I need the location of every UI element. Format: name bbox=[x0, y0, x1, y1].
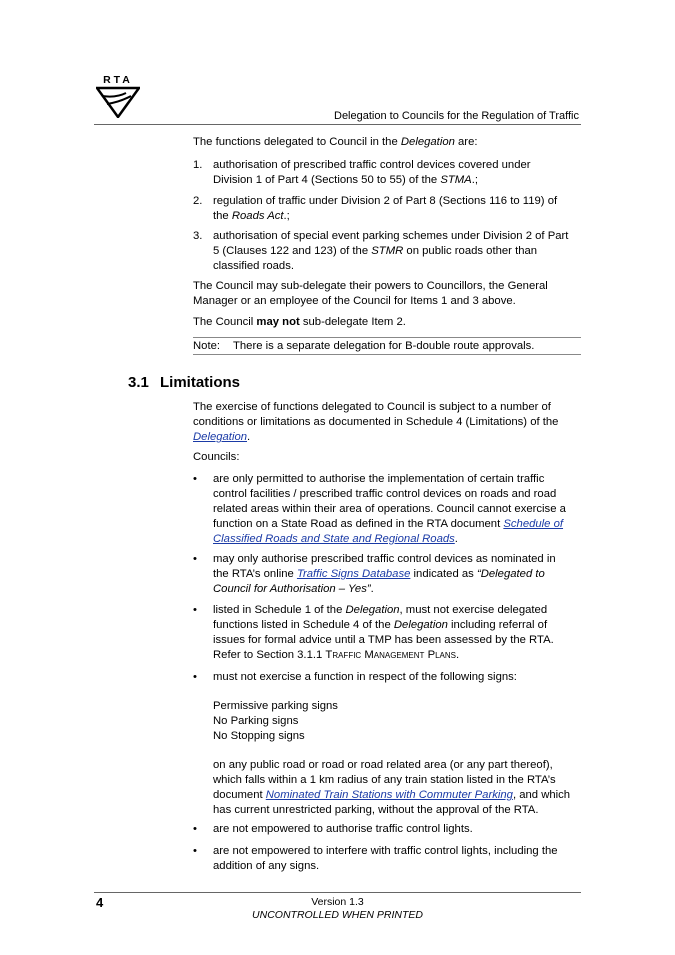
bullet-item-5: • are not empowered to authorise traffic control lights. bbox=[193, 823, 473, 835]
list-number: 1. bbox=[193, 159, 203, 171]
sign-type: No Stopping signs bbox=[213, 730, 305, 742]
sign-type: Permissive parking signs bbox=[213, 700, 338, 712]
numbered-item-1: 1. authorisation of prescribed traffic control devices covered under Division 1 of Part 4 (Sections 50 to 55) of the STMA.; bbox=[193, 159, 531, 186]
header-title: Delegation to Councils for the Regulation of Traffic bbox=[334, 110, 579, 122]
nominated-train-stations-link[interactable]: Nominated Train Stations with Commuter Parking bbox=[265, 789, 513, 801]
bullet-icon: • bbox=[193, 671, 197, 683]
section-heading: 3.1 Limitations bbox=[128, 374, 241, 391]
uncontrolled-notice: UNCONTROLLED WHEN PRINTED bbox=[252, 909, 423, 921]
bullet-icon: • bbox=[193, 823, 197, 835]
delegation-link[interactable]: Delegation bbox=[193, 431, 248, 443]
bullet-icon: • bbox=[193, 604, 197, 616]
bullet-icon: • bbox=[193, 845, 197, 857]
bullet-item-6: • are not empowered to interfere with traffic control lights, including the addition of any signs. bbox=[193, 845, 558, 872]
note-box bbox=[193, 337, 581, 355]
schedule-classified-roads-link-cont[interactable]: Classified Roads and State and Regional Roads bbox=[213, 533, 455, 545]
intro-paragraph: The functions delegated to Council in the Delegation are: bbox=[193, 136, 478, 148]
numbered-item-2: 2. regulation of traffic under Division 2 of Part 8 (Sections 116 to 119) of the Roads Act.; bbox=[193, 195, 558, 222]
bullet-item-1: • are only permitted to authorise the implementation of certain traffic control facilities / prescribed traffic control devices on roads and road related areas within their area of operations. Council cannot exercise a function on a State Road as defined in the RTA document Schedule of Classified Roads and State and Regional Roads. bbox=[193, 473, 566, 545]
rta-emblem-icon bbox=[96, 86, 140, 118]
footer-divider bbox=[94, 892, 581, 893]
bullet-icon: • bbox=[193, 473, 197, 485]
header-divider bbox=[94, 124, 581, 125]
page-number: 4 bbox=[96, 895, 104, 910]
note-label: Note: bbox=[193, 340, 221, 352]
bullet-item-2: • may only authorise prescribed traffic control devices as nominated in the RTA’s online Traffic Signs Database indicated as “Delegated to Council for Authorisation – Yes”. bbox=[193, 553, 556, 595]
list-number: 2. bbox=[193, 195, 203, 207]
subdelegate-paragraph: The Council may sub-delegate their powers to Councillors, the General Manager or an employee of the Council for Items 1 and 3 above. bbox=[193, 280, 548, 307]
bullet-item-3: • listed in Schedule 1 of the Delegation, must not exercise delegated functions listed in Schedule 4 of the Delegation including referral of issues for formal advice until a TMP has been assessed by the RTA. Refer to Section 3.1.1 Traffic Management Plans. bbox=[193, 604, 554, 661]
note-text: There is a separate delegation for B-double route approvals. bbox=[233, 340, 535, 352]
numbered-item-3: 3. authorisation of special event parking schemes under Division 2 of Part 5 (Clauses 122 and 123) of the STMR on public roads other than classified roads. bbox=[193, 230, 569, 272]
schedule-classified-roads-link[interactable]: Schedule of bbox=[503, 518, 564, 530]
councils-label: Councils: bbox=[193, 451, 240, 463]
list-number: 3. bbox=[193, 230, 203, 242]
bullet-icon: • bbox=[193, 553, 197, 565]
sign-type: No Parking signs bbox=[213, 715, 299, 727]
may-not-paragraph: The Council may not sub-delegate Item 2. bbox=[193, 316, 406, 328]
limitations-intro: The exercise of functions delegated to Council is subject to a number of conditions or limitations as documented in Schedule 4 (Limitations) of the Delegation. bbox=[193, 401, 559, 443]
logo-text: RTA bbox=[103, 74, 133, 86]
traffic-signs-database-link[interactable]: Traffic Signs Database bbox=[296, 568, 411, 580]
rta-logo bbox=[94, 74, 142, 120]
bullet-item-4: • must not exercise a function in respect of the following signs: Permissive parking signs No Parking signs No Stopping signs on any public road or road or road related area (or any part thereof), which falls within a 1 km radius of any train station listed in the RTA’s document Nominated Train Stations with Commuter Parking, and which has current unrestricted parking, without the approval of the RTA. bbox=[193, 670, 581, 818]
version-label: Version 1.3 bbox=[311, 896, 364, 908]
